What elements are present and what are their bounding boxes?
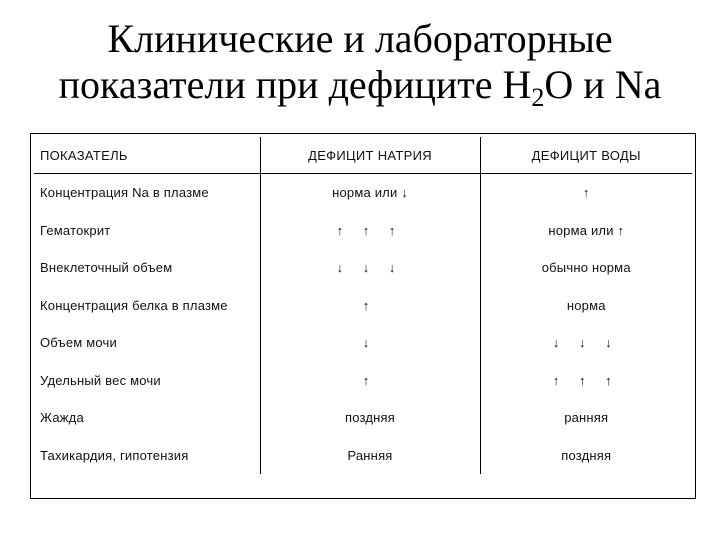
row-water: норма или ↑: [548, 222, 625, 238]
row-name: Объем мочи: [34, 324, 260, 362]
title-line-2-suffix: O и Na: [544, 62, 662, 107]
table-row: [34, 174, 692, 212]
row-name: Гематокрит: [34, 212, 260, 250]
title-subscript: 2: [531, 83, 545, 112]
row-name: Жажда: [34, 399, 260, 437]
slide-title: [0, 16, 720, 112]
row-water: ↑: [582, 185, 590, 201]
row-sodium: ↓: [260, 324, 480, 362]
row-name: Удельный вес мочи: [34, 362, 260, 400]
table-row: [34, 212, 692, 250]
row-sodium: Ранняя: [260, 437, 480, 475]
title-line-1: Клинические и лабораторные: [107, 16, 613, 61]
table-frame: [30, 133, 696, 499]
row-sodium: ↓ ↓ ↓: [260, 249, 480, 287]
row-water: ранняя: [564, 410, 609, 426]
row-water: поздняя: [561, 447, 612, 463]
title-line-2-prefix: показатели при дефиците H: [58, 62, 532, 107]
header-water-deficit: ДЕФИЦИТ ВОДЫ: [480, 137, 692, 174]
row-water: норма: [566, 297, 606, 313]
header-sodium-deficit: ДЕФИЦИТ НАТРИЯ: [260, 137, 480, 174]
row-sodium: ↑: [260, 287, 480, 325]
row-water: ↓ ↓ ↓: [552, 335, 620, 351]
table-header-row: [34, 137, 692, 174]
row-sodium: ↑ ↑ ↑: [260, 212, 480, 250]
row-water: ↑ ↑ ↑: [552, 372, 620, 388]
row-name: Тахикардия, гипотензия: [34, 437, 260, 475]
table-row: [34, 324, 692, 362]
indicators-table: [34, 137, 692, 474]
row-water: обычно норма: [541, 260, 631, 276]
row-name: Концентрация белка в плазме: [34, 287, 260, 325]
table-row: [34, 362, 692, 400]
header-indicator: ПОКАЗАТЕЛЬ: [34, 137, 260, 174]
table-row: [34, 287, 692, 325]
title-line-2: [0, 62, 720, 112]
row-sodium: норма или ↓: [260, 174, 480, 212]
row-sodium: ↑: [260, 362, 480, 400]
table-row: [34, 249, 692, 287]
row-name: Внеклеточный объем: [34, 249, 260, 287]
row-name: Концентрация Na в плазме: [34, 174, 260, 212]
table-row: [34, 437, 692, 475]
row-sodium: поздняя: [260, 399, 480, 437]
table-row: [34, 399, 692, 437]
